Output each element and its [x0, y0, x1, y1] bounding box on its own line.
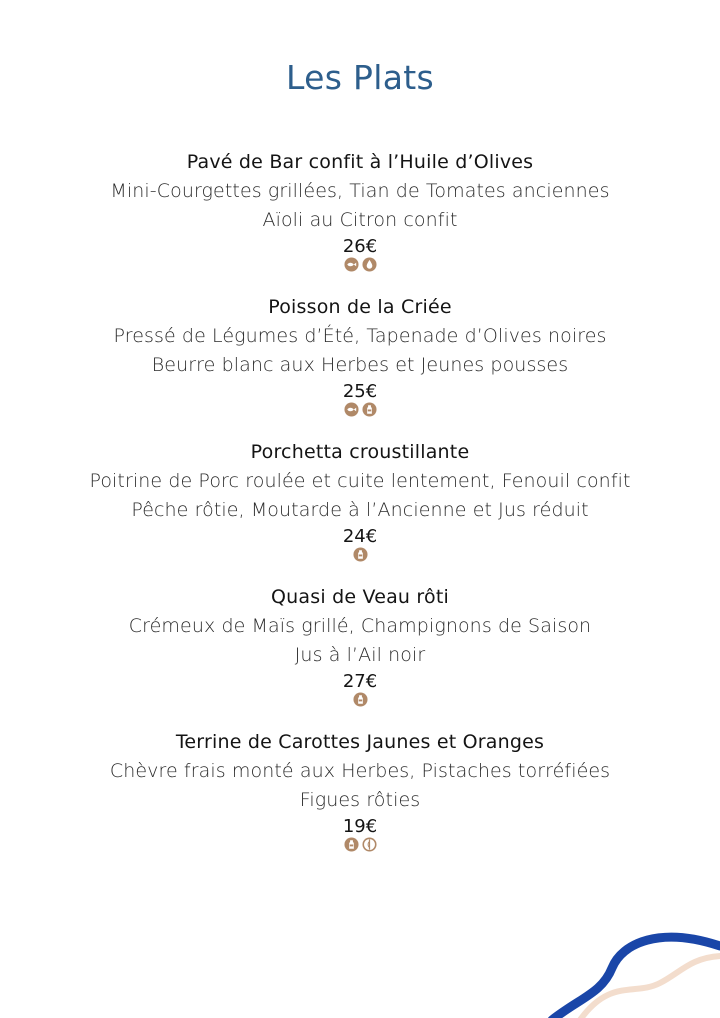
nut-icon	[362, 837, 377, 852]
dish-description-line: Poitrine de Porc roulée et cuite lentement, Fenouil confit	[89, 470, 631, 492]
dish-description-line: Jus à l’Ail noir	[294, 644, 426, 666]
milk-icon	[353, 547, 368, 562]
dish-price: 24€	[342, 526, 378, 547]
drop-icon	[362, 257, 377, 272]
dish-item	[0, 438, 720, 583]
dish-name: Terrine de Carottes Jaunes et Oranges	[175, 731, 545, 753]
dish-name: Porchetta croustillante	[250, 441, 470, 463]
milk-icon	[362, 402, 377, 417]
page-title: Les Plats	[286, 58, 434, 98]
dish-list	[0, 148, 720, 873]
dish-item	[0, 148, 720, 293]
dish-item	[0, 293, 720, 438]
dish-description-line: Chèvre frais monté aux Herbes, Pistaches torréfiées	[109, 760, 611, 782]
allergen-icons	[0, 402, 720, 418]
dish-price: 27€	[342, 671, 378, 692]
dish-item	[0, 728, 720, 873]
milk-icon	[353, 692, 368, 707]
dish-price: 19€	[342, 816, 378, 837]
allergen-icons	[0, 547, 720, 563]
fish-icon	[344, 402, 359, 417]
allergen-icons	[0, 837, 720, 853]
dish-name: Quasi de Veau rôti	[271, 586, 449, 608]
wave-decoration	[540, 928, 720, 1018]
dish-description-line: Crémeux de Maïs grillé, Champignons de Saison	[128, 615, 592, 637]
dish-description-line: Figues rôties	[299, 789, 421, 811]
dish-description-line: Mini-Courgettes grillées, Tian de Tomates anciennes	[110, 180, 610, 202]
dish-name: Poisson de la Criée	[268, 296, 452, 318]
dish-description-line: Pêche rôtie, Moutarde à l’Ancienne et Jus réduit	[131, 499, 589, 521]
allergen-icons	[0, 692, 720, 708]
milk-icon	[344, 837, 359, 852]
dish-price: 26€	[342, 236, 378, 257]
allergen-icons	[0, 257, 720, 273]
dish-description-line: Aïoli au Citron confit	[262, 209, 458, 231]
dish-item	[0, 583, 720, 728]
dish-price: 25€	[342, 381, 378, 402]
dish-description-line: Pressé de Légumes d’Été, Tapenade d’Olives noires	[113, 325, 607, 347]
dish-name: Pavé de Bar confit à l’Huile d’Olives	[186, 151, 534, 173]
fish-icon	[344, 257, 359, 272]
dish-description-line: Beurre blanc aux Herbes et Jeunes pousses	[151, 354, 569, 376]
